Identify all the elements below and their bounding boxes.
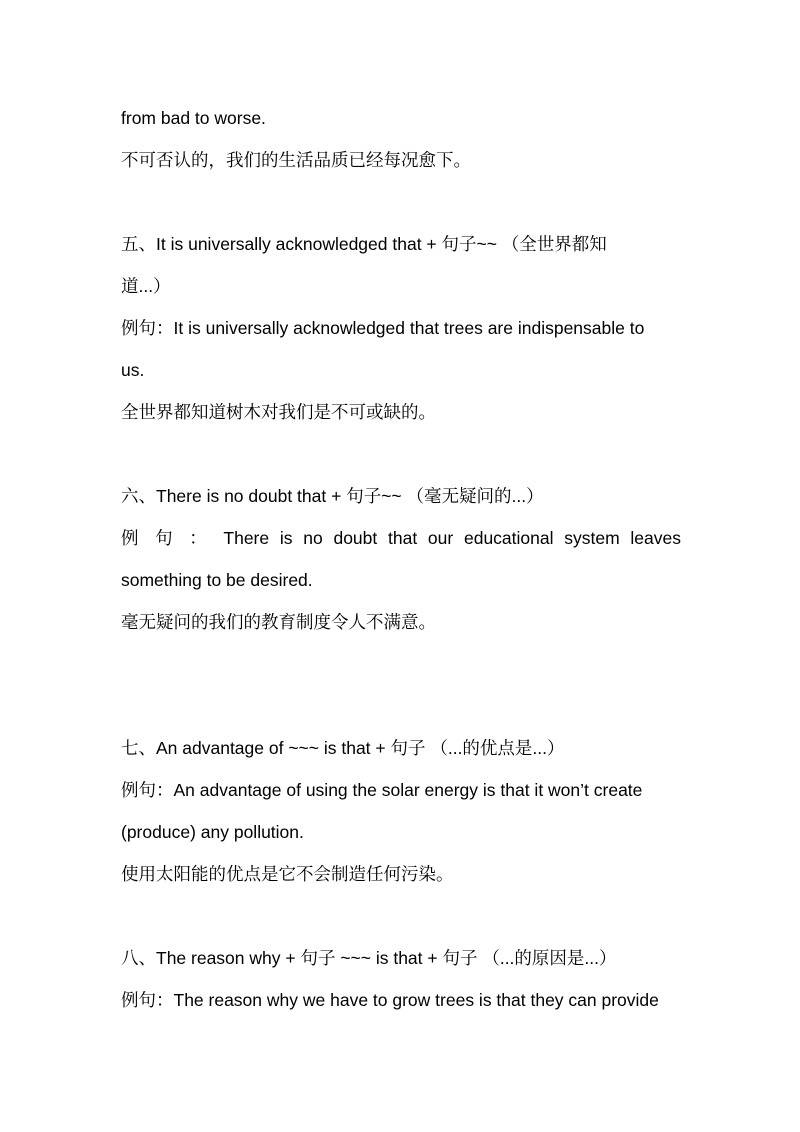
example-sentence: 例句：The reason why we have to grow trees is that they can provide [121,990,659,1010]
section-heading: 七、An advantage of ~~~ is that + 句子 （...的优点是...） [121,738,565,758]
example-sentence: 例句：An advantage of using the solar energy is that it won’t create [121,780,643,800]
text-line: us. [121,360,145,380]
section-heading: 六、There is no doubt that + 句子~~ （毫无疑问的...） [121,486,544,506]
example-sentence: 例 句 ： There is no doubt that our educational system leaves [121,528,681,548]
text-line: something to be desired. [121,570,313,590]
text-line: 道...） [121,276,171,296]
example-sentence: 例句：It is universally acknowledged that trees are indispensable to [121,318,645,338]
section-heading: 五、It is universally acknowledged that + 句子~~ （全世界都知 [121,234,607,254]
section-heading: 八、The reason why + 句子 ~~~ is that + 句子 （...的原因是...） [121,948,617,968]
text-line: from bad to worse. [121,108,266,128]
translation: 毫无疑问的我们的教育制度令人不满意。 [121,612,436,632]
text-line: 不可否认的，我们的生活品质已经每况愈下。 [121,150,471,170]
translation: 使用太阳能的优点是它不会制造任何污染。 [121,864,454,884]
translation: 全世界都知道树木对我们是不可或缺的。 [121,402,436,422]
text-line: (produce) any pollution. [121,822,304,842]
